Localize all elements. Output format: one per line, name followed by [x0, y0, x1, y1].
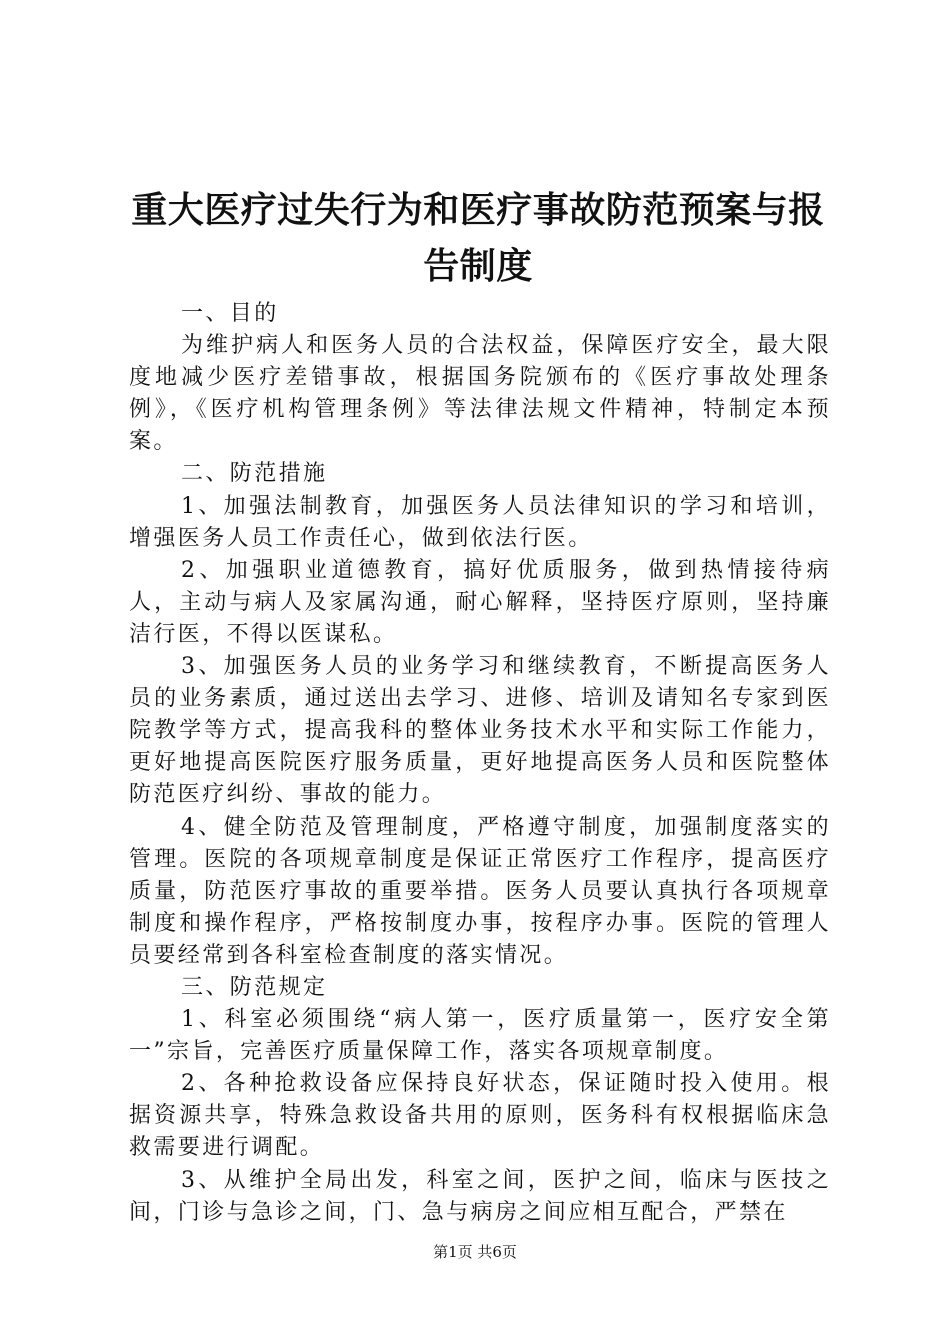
- document-body: [129, 298, 831, 1229]
- page-number-footer: 第1页 共6页: [433, 1243, 517, 1261]
- section-heading: 二、防范措施: [181, 461, 328, 487]
- paragraph: 为维护病人和医务人员的合法权益，保障医疗安全，最大限度地减少医疗差错事故，根据国务院颁布的《医疗事故处理条例》，《医疗机构管理条例》等法律法规文件精神，特制定本预案。: [129, 333, 831, 455]
- section-heading: 三、防范规定: [181, 974, 328, 1000]
- paragraph: 1、科室必须围绕“病人第一，医疗质量第一，医疗安全第一”宗旨，完善医疗质量保障工作，落实各项规章制度。: [129, 1007, 831, 1065]
- paragraph: 3、从维护全局出发，科室之间，医护之间，临床与医技之间，门诊与急诊之间，门、急与病房之间应相互配合，严禁在: [129, 1167, 831, 1225]
- paragraph: 1、加强法制教育，加强医务人员法律知识的学习和培训，增强医务人员工作责任心，做到依法行医。: [129, 493, 831, 551]
- section-prevention-rules: [129, 972, 831, 1229]
- paragraph: 3、加强医务人员的业务学习和继续教育，不断提高医务人员的业务素质，通过送出去学习、进修、培训及请知名专家到医院教学等方式，提高我科的整体业务技术水平和实际工作能力，更好地提高医院医疗服务质量，更好地提高医务人员和医院整体防范医疗纠纷、事故的能力。: [129, 654, 831, 808]
- paragraph: 2、各种抢救设备应保持良好状态，保证随时投入使用。根据资源共享，特殊急救设备共用的原则，医务科有权根据临床急救需要进行调配。: [129, 1071, 831, 1161]
- section-heading: 一、目的: [181, 301, 279, 326]
- section-purpose: [129, 298, 831, 458]
- paragraph: 2、加强职业道德教育，搞好优质服务，做到热情接待病人，主动与病人及家属沟通，耐心解释，坚持医疗原则，坚持廉洁行医，不得以医谋私。: [129, 557, 831, 647]
- section-prevention-measures: [129, 458, 831, 972]
- document-title: 重大医疗过失行为和医疗事故防范预案与报告制度: [131, 189, 825, 287]
- paragraph: 4、健全防范及管理制度，严格遵守制度，加强制度落实的管理。医院的各项规章制度是保证正常医疗工作程序，提高医疗质量，防范医疗事故的重要举措。医务人员要认真执行各项规章制度和操作程序，严格按制度办事，按程序办事。医院的管理人员要经常到各科室检查制度的落实情况。: [129, 814, 831, 968]
